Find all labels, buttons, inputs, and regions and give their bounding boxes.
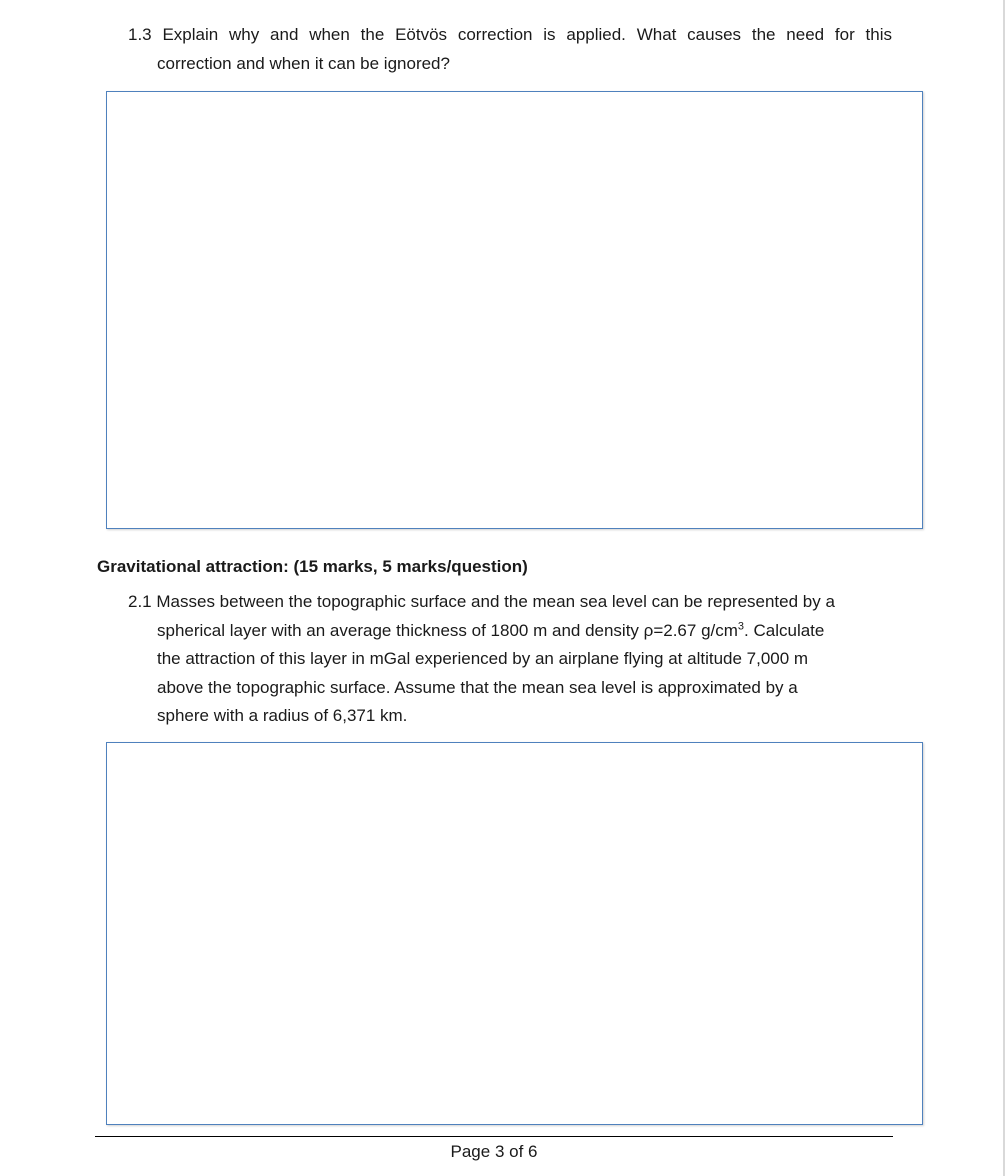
question-2-1-line-5: sphere with a radius of 6,371 km.	[157, 706, 408, 725]
answer-box-1-3[interactable]	[106, 91, 923, 529]
question-number: 2.1	[128, 592, 152, 611]
footer-divider	[95, 1136, 893, 1137]
page-number: Page 3 of 6	[450, 1142, 538, 1161]
question-2-1-line-2-end: . Calculate	[744, 620, 825, 640]
section-heading: Gravitational attraction: (15 marks, 5 marks/question)	[97, 557, 528, 576]
question-1-3-text: Explain why and when the Eötvös correction is applied. What causes the need for this	[162, 25, 892, 44]
question-2-1-line-1	[128, 588, 888, 617]
question-1-3	[128, 21, 892, 78]
question-number: 1.3	[128, 25, 152, 44]
superscript-exponent: 3	[737, 619, 745, 632]
question-1-3-line-1	[128, 21, 892, 50]
question-2-1-line-3: the attraction of this layer in mGal experienced by an airplane flying at altitude 7,000 m	[157, 649, 809, 668]
question-1-3-line-2: correction and when it can be ignored?	[157, 53, 450, 73]
question-2-1-text: Masses between the topographic surface and the mean sea level can be represented by a	[156, 592, 835, 611]
question-2-1-line-2-text: spherical layer with an average thickness of 1800 m and density ρ=2.67 g/cm	[157, 620, 738, 640]
answer-box-2-1[interactable]	[106, 742, 923, 1125]
question-2-1-line-4: above the topographic surface. Assume that the mean sea level is approximated by a	[157, 677, 798, 697]
question-2-1-line-2	[128, 617, 888, 646]
question-2-1	[128, 588, 888, 731]
